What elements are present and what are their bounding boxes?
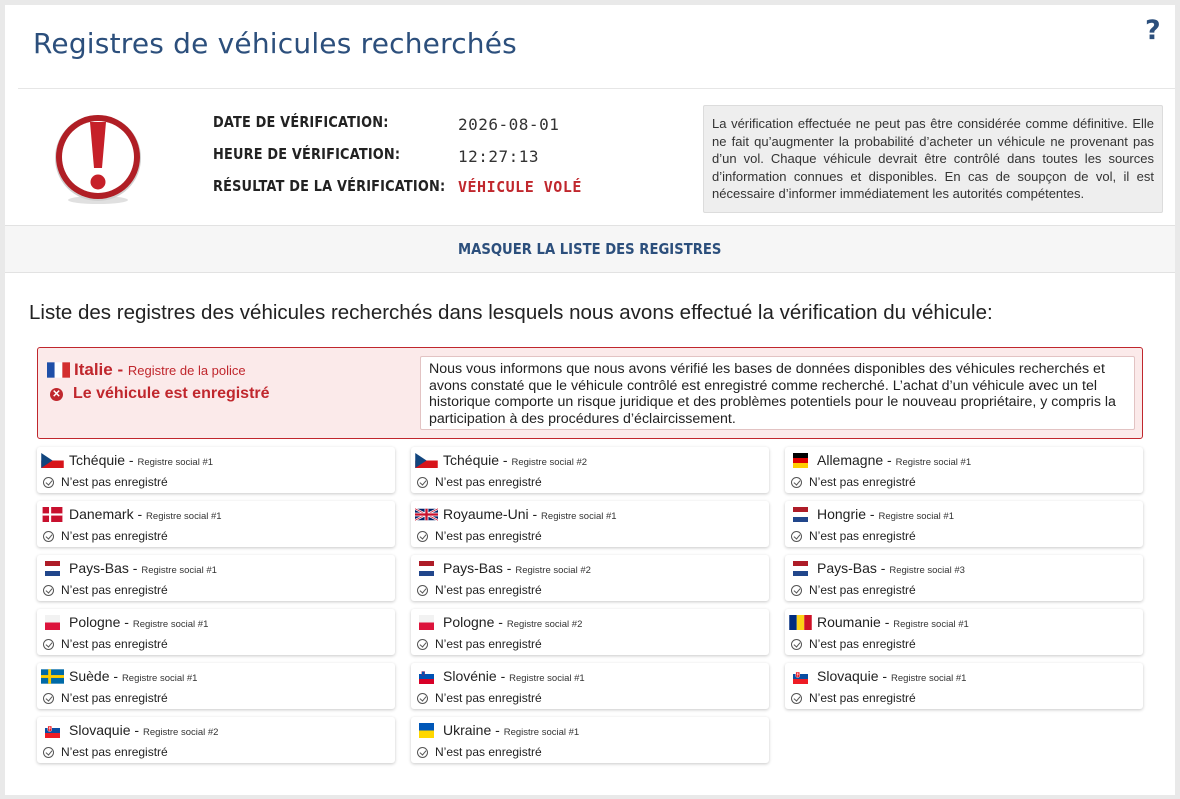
flag-slovakia-icon	[41, 723, 64, 738]
registry-card	[785, 609, 1143, 655]
flag-germany-icon	[789, 453, 812, 468]
registry-card	[411, 447, 769, 493]
error-icon: ✕	[50, 388, 63, 401]
flag-netherlands-icon	[789, 561, 812, 576]
registry-card	[785, 447, 1143, 493]
registry-name: Pologne - Registre social #2	[443, 614, 583, 630]
flag-italy-icon	[47, 362, 70, 383]
registry-card	[411, 501, 769, 547]
registry-card	[411, 609, 769, 655]
page-title: Registres de véhicules recherchés	[33, 27, 517, 60]
toggle-bar	[5, 225, 1175, 273]
flag-sweden-icon	[41, 669, 64, 684]
flag-slovenia-icon	[415, 669, 438, 684]
check-icon	[417, 585, 428, 596]
flag-czech-icon	[415, 453, 438, 468]
check-icon	[791, 639, 802, 650]
check-icon	[791, 585, 802, 596]
registry-status: N’est pas enregistré	[417, 529, 542, 543]
registry-name: Pays-Bas - Registre social #1	[69, 560, 217, 576]
flag-slovakia-icon	[789, 669, 812, 684]
registry-card	[37, 501, 395, 547]
check-icon	[791, 531, 802, 542]
check-icon	[43, 477, 54, 488]
flag-netherlands-icon	[41, 561, 64, 576]
registry-status: N’est pas enregistré	[43, 475, 168, 489]
flag-poland-icon	[41, 615, 64, 630]
result-label: RÉSULTAT DE LA VÉRIFICATION:	[213, 177, 446, 195]
registry-card	[37, 717, 395, 763]
registry-name: Ukraine - Registre social #1	[443, 722, 580, 738]
hit-status: ✕ Le véhicule est enregistré	[50, 385, 270, 403]
registry-card	[785, 663, 1143, 709]
registry-card	[37, 447, 395, 493]
registry-status: N’est pas enregistré	[43, 583, 168, 597]
hit-message: Nous vous informons que nous avons vérifié les bases de données disponibles des véhicules recherchés et avons constaté que le véhicule contrôlé est enregistré comme recherché. L’achat d’un véhicule avec un tel historique comporte un risque juridique et des problèmes potentiels pour le nouveau propriétaire, y compris la participation à des procédures d’éclaircissement.	[420, 356, 1135, 430]
divider	[18, 88, 1175, 89]
registry-status: N’est pas enregistré	[43, 637, 168, 651]
flag-czech-icon	[41, 453, 64, 468]
flag-denmark-icon	[41, 507, 64, 522]
registry-name: Roumanie - Registre social #1	[817, 614, 969, 630]
check-icon	[417, 747, 428, 758]
alert-icon	[52, 112, 144, 213]
registry-hit-card	[37, 347, 1143, 439]
registry-name: Danemark - Registre social #1	[69, 506, 222, 522]
registry-name: Slovaquie - Registre social #1	[817, 668, 967, 684]
check-icon	[43, 639, 54, 650]
list-intro: Liste des registres des véhicules recherchés dans lesquels nous avons effectué la vérification du véhicule:	[29, 301, 993, 324]
registry-name: Pologne - Registre social #1	[69, 614, 209, 630]
flag-ukraine-icon	[415, 723, 438, 738]
time-value: 12:27:13	[458, 147, 540, 166]
date-value: 2026-08-01	[458, 115, 560, 134]
flag-netherlands-icon	[789, 507, 812, 522]
check-icon	[43, 585, 54, 596]
check-icon	[43, 531, 54, 542]
hide-registries-link[interactable]: MASQUER LA LISTE DES REGISTRES	[458, 240, 722, 258]
registry-name: Pays-Bas - Registre social #2	[443, 560, 591, 576]
check-icon	[417, 531, 428, 542]
registry-name: Allemagne - Registre social #1	[817, 452, 972, 468]
hit-registry: Registre de la police	[127, 363, 246, 378]
registry-status: N’est pas enregistré	[43, 529, 168, 543]
main-card	[5, 5, 1175, 795]
registry-name: Pays-Bas - Registre social #3	[817, 560, 965, 576]
check-icon	[43, 693, 54, 704]
registry-name: Suède - Registre social #1	[69, 668, 198, 684]
registry-card	[37, 555, 395, 601]
registry-name: Tchéquie - Registre social #1	[69, 452, 214, 468]
registry-status: N’est pas enregistré	[417, 745, 542, 759]
registry-status: N’est pas enregistré	[417, 475, 542, 489]
registry-status: N’est pas enregistré	[791, 475, 916, 489]
registry-status: N’est pas enregistré	[43, 745, 168, 759]
registry-status: N’est pas enregistré	[791, 583, 916, 597]
flag-romania-icon	[789, 615, 812, 630]
registry-card	[37, 663, 395, 709]
registry-card	[411, 663, 769, 709]
registry-status: N’est pas enregistré	[791, 529, 916, 543]
hit-country: Italie - Registre de la police	[74, 360, 246, 379]
registry-name: Royaume-Uni - Registre social #1	[443, 506, 617, 522]
time-label: HEURE DE VÉRIFICATION:	[213, 145, 401, 163]
registry-status: N’est pas enregistré	[417, 691, 542, 705]
registry-name: Slovaquie - Registre social #2	[69, 722, 219, 738]
flag-netherlands-icon	[415, 561, 438, 576]
check-icon	[417, 477, 428, 488]
registry-card	[785, 501, 1143, 547]
registry-status: N’est pas enregistré	[417, 637, 542, 651]
flag-uk-icon	[415, 507, 438, 522]
registry-status: N’est pas enregistré	[417, 583, 542, 597]
result-value: VÉHICULE VOLÉ	[458, 178, 582, 196]
check-icon	[417, 693, 428, 704]
registry-card	[785, 555, 1143, 601]
registry-status: N’est pas enregistré	[791, 637, 916, 651]
check-icon	[43, 747, 54, 758]
check-icon	[417, 639, 428, 650]
help-icon[interactable]: ?	[1145, 15, 1161, 46]
flag-poland-icon	[415, 615, 438, 630]
registry-card	[411, 555, 769, 601]
check-icon	[791, 477, 802, 488]
registry-name: Tchéquie - Registre social #2	[443, 452, 588, 468]
registry-card	[411, 717, 769, 763]
registry-name: Hongrie - Registre social #1	[817, 506, 954, 522]
registry-card	[37, 609, 395, 655]
registry-name: Slovénie - Registre social #1	[443, 668, 585, 684]
registry-status: N’est pas enregistré	[43, 691, 168, 705]
disclaimer-box: La vérification effectuée ne peut pas être considérée comme définitive. Elle ne fait qu’augmenter la probabilité d’acheter un véhicule ne provenant pas d’un vol. Chaque véhicule devrait être contrôlé dans toutes les sources d’information connues et disponibles. En cas de soupçon de vol, il est nécessaire d’informer immédiatement les autorités compétentes.	[703, 105, 1163, 213]
registry-status: N’est pas enregistré	[791, 691, 916, 705]
date-label: DATE DE VÉRIFICATION:	[213, 113, 389, 131]
check-icon	[791, 693, 802, 704]
